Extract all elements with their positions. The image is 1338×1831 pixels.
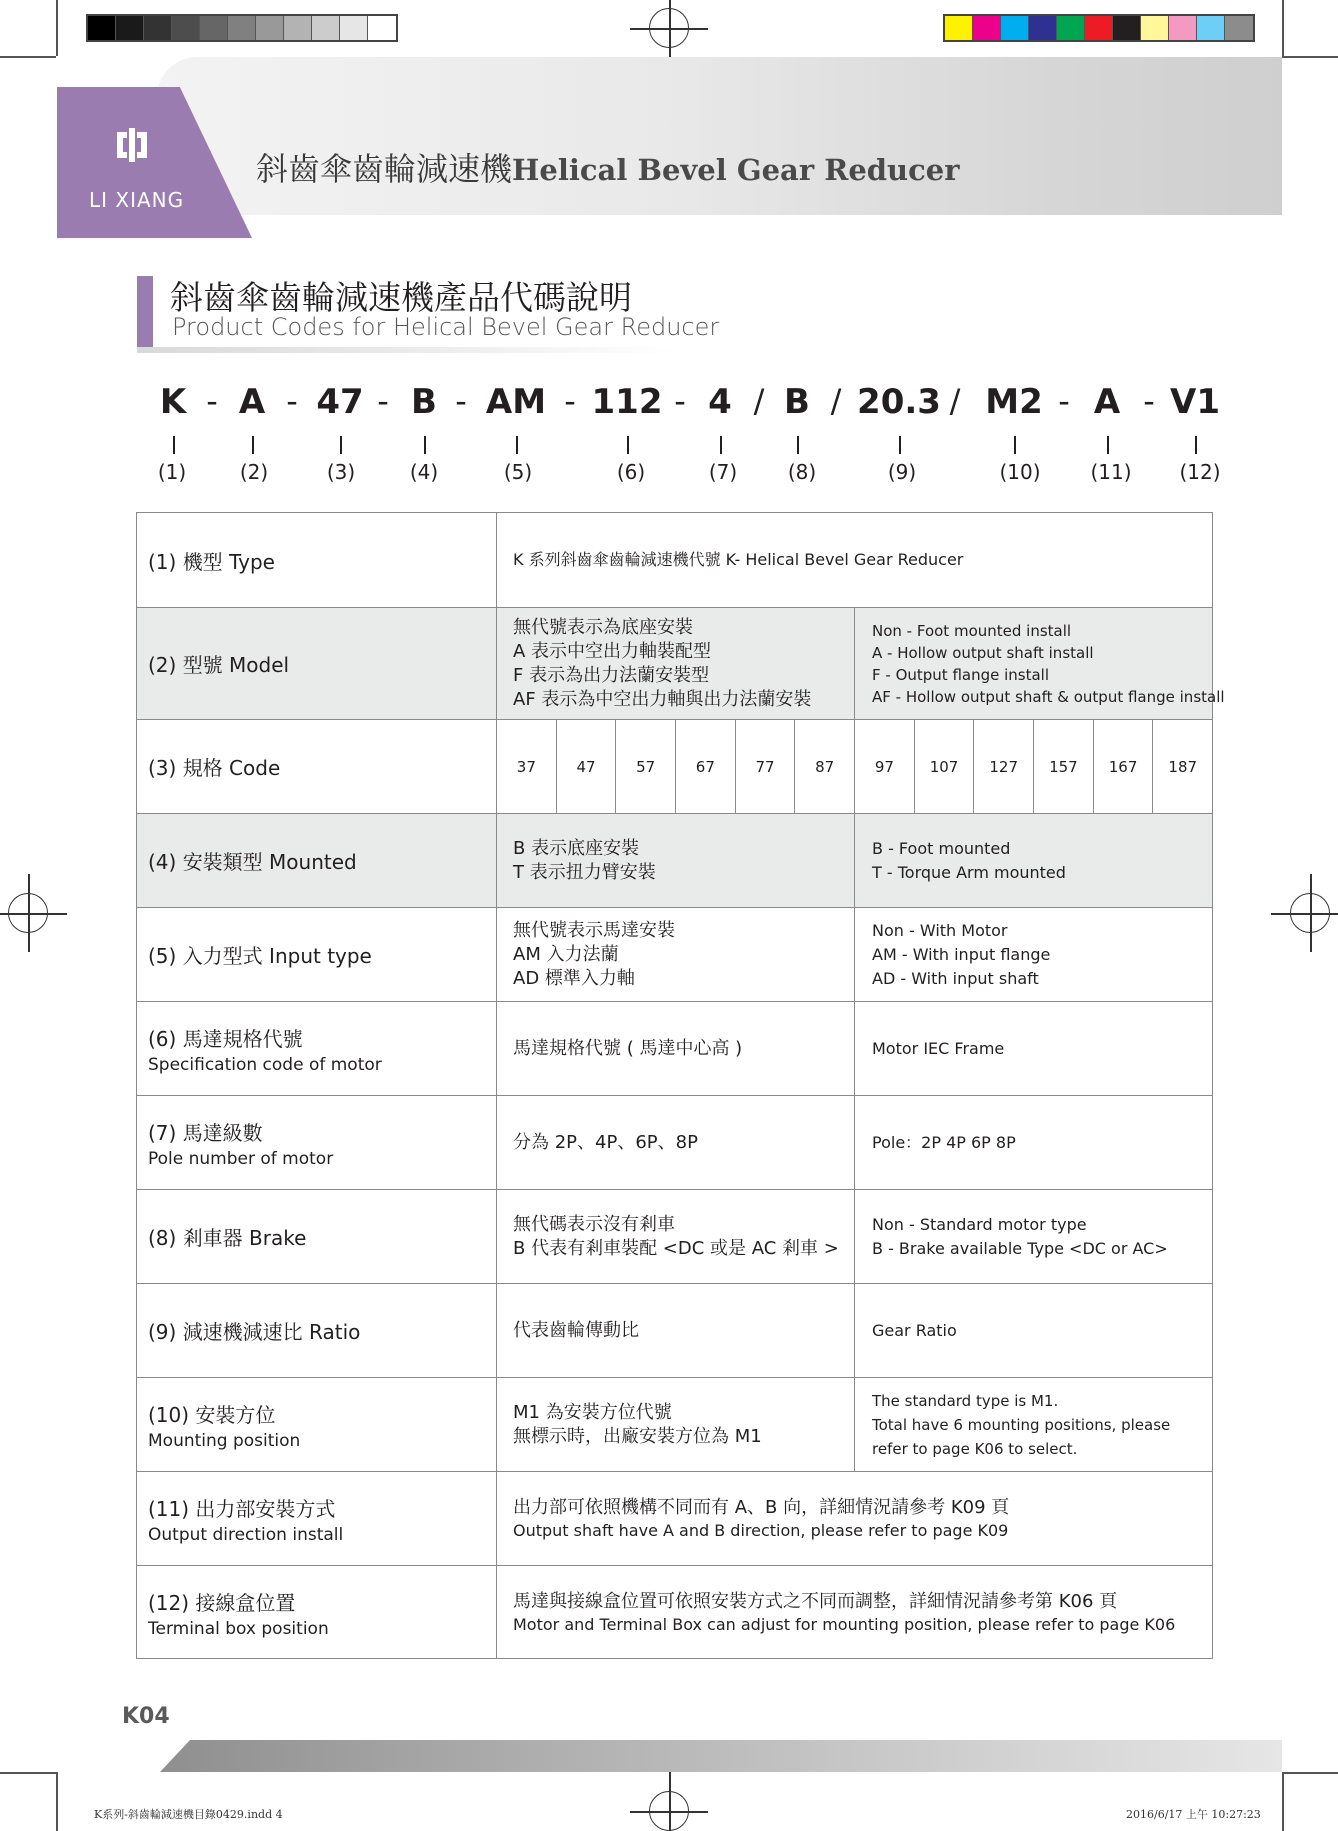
row-label: (9) 減速機減速比 Ratio xyxy=(137,1284,497,1377)
color-swatch xyxy=(1197,16,1225,40)
color-swatch xyxy=(256,16,284,40)
code-index: (3) xyxy=(326,460,356,484)
row-label: (4) 安裝類型 Mounted xyxy=(137,814,497,907)
color-swatch xyxy=(116,16,144,40)
crop-mark xyxy=(56,1772,58,1831)
code-segment: V1 xyxy=(1170,382,1220,422)
row-description-zh: 分為 2P、4P、6P、8P xyxy=(497,1096,855,1189)
row-description-en: Gear Ratio xyxy=(872,1320,957,1340)
code-separator: / xyxy=(753,382,765,420)
row-description-en: The standard type is M1. Total have 6 mounting positions, please refer to page K06 to select. xyxy=(872,1391,1171,1458)
code-segment: 112 xyxy=(591,382,663,422)
color-swatch xyxy=(973,16,1001,40)
size-code-cell: 97 xyxy=(855,720,915,813)
code-tick xyxy=(1195,436,1197,454)
code-separator: - xyxy=(455,382,467,420)
color-swatch xyxy=(1057,16,1085,40)
code-index: (10) xyxy=(999,460,1041,484)
code-tick xyxy=(627,436,629,454)
size-code-cell: 47 xyxy=(557,720,617,813)
code-index: (6) xyxy=(616,460,646,484)
color-swatch xyxy=(1225,16,1253,40)
code-segment: 20.3 xyxy=(857,382,941,422)
table-row-mounting-position xyxy=(137,1377,1212,1471)
header-title-en: Helical Bevel Gear Reducer xyxy=(512,153,960,187)
size-code-cell: 187 xyxy=(1168,757,1198,776)
registration-mark-icon xyxy=(1290,893,1330,933)
row-description: 出力部可依照機構不同而有 A、B 向，詳細情況請參考 K09 頁 Output shaft have A and B direction, please refer to page K09 xyxy=(513,1496,1010,1540)
grayscale-color-bar xyxy=(86,14,398,42)
code-separator: - xyxy=(1143,382,1155,420)
row-label: (2) 型號 Model xyxy=(137,608,497,719)
color-swatch xyxy=(88,16,116,40)
row-label: (6) 馬達規格代號 Specification code of motor xyxy=(137,1002,497,1095)
section-underline xyxy=(137,347,677,353)
code-index: (9) xyxy=(887,460,917,484)
row-description-zh: B 表示底座安裝 T 表示扭力臂安裝 xyxy=(497,814,855,907)
table-row-type xyxy=(137,513,1212,607)
table-row-terminal-box xyxy=(137,1565,1212,1659)
code-tick xyxy=(252,436,254,454)
row-description-en: B - Foot mounted T - Torque Arm mounted xyxy=(855,814,1212,907)
code-index: (12) xyxy=(1179,460,1221,484)
section-title-en: Product Codes for Helical Bevel Gear Reducer xyxy=(172,313,720,341)
row-label: (1) 機型 Type xyxy=(137,513,497,607)
size-code-cell: 37 xyxy=(497,720,557,813)
size-code-cells xyxy=(497,720,1212,813)
size-code-cell: 167 xyxy=(1094,720,1154,813)
color-swatch xyxy=(1113,16,1141,40)
table-row-model xyxy=(137,607,1225,719)
code-index: (7) xyxy=(708,460,738,484)
color-swatch xyxy=(945,16,973,40)
color-swatch xyxy=(1029,16,1057,40)
row-description-zh: M1 為安裝方位代號 無標示時，出廠安裝方位為 M1 xyxy=(497,1378,855,1471)
code-index: (2) xyxy=(239,460,269,484)
row-label: (10) 安裝方位 Mounting position xyxy=(137,1378,497,1471)
row-label: (7) 馬達級數 Pole number of motor xyxy=(137,1096,497,1189)
color-swatch xyxy=(340,16,368,40)
code-tick xyxy=(340,436,342,454)
registration-mark-icon xyxy=(649,1791,689,1831)
process-color-bar xyxy=(943,14,1255,42)
code-separator: - xyxy=(564,382,576,420)
row-description-zh: 無代碼表示沒有剎車 B 代表有剎車裝配 <DC 或是 AC 剎車 > xyxy=(497,1190,855,1283)
table-row-output-direction xyxy=(137,1471,1212,1565)
color-swatch xyxy=(1085,16,1113,40)
code-segment: B xyxy=(784,382,810,422)
code-segment: AM xyxy=(485,382,547,422)
code-separator: - xyxy=(1058,382,1070,420)
table-row-pole-number xyxy=(137,1095,1212,1189)
code-separator: / xyxy=(949,382,961,420)
crop-mark xyxy=(1282,1772,1284,1831)
size-code-cell: 67 xyxy=(676,720,736,813)
table-row-brake xyxy=(137,1189,1212,1283)
row-label: (8) 剎車器 Brake xyxy=(137,1190,497,1283)
code-tick xyxy=(720,436,722,454)
table-row-code xyxy=(137,719,1212,813)
color-swatch xyxy=(1001,16,1029,40)
table-row-motor-spec xyxy=(137,1001,1212,1095)
crop-mark xyxy=(1282,56,1338,58)
code-index: (4) xyxy=(409,460,439,484)
size-code-cell: 77 xyxy=(736,720,796,813)
color-swatch xyxy=(172,16,200,40)
code-separator: - xyxy=(206,382,218,420)
row-description-zh: 無代號表示為底座安裝 A 表示中空出力軸裝配型 F 表示為出力法蘭安裝型 AF 表示為中空出力軸與出力法蘭安裝 xyxy=(497,608,855,719)
section-title-zh: 斜齒傘齒輪減速機產品代碼說明 xyxy=(170,278,632,317)
row-description: K 系列斜齒傘齒輪減速機代號 K- Helical Bevel Gear Reducer xyxy=(513,550,964,569)
row-label: (5) 入力型式 Input type xyxy=(137,908,497,1001)
code-segment: M2 xyxy=(985,382,1043,422)
crop-mark xyxy=(1282,1772,1338,1774)
code-segment: K xyxy=(159,382,187,422)
footer-band xyxy=(160,1740,1282,1772)
code-tick xyxy=(797,436,799,454)
crop-mark xyxy=(0,56,56,58)
color-swatch xyxy=(228,16,256,40)
section-accent-bar xyxy=(137,276,153,352)
row-label: (11) 出力部安裝方式 Output direction install xyxy=(137,1472,497,1565)
product-code-table xyxy=(136,512,1225,1659)
row-description-en: Non - With Motor AM - With input flange AD - With input shaft xyxy=(872,920,1051,988)
registration-mark-icon xyxy=(649,8,689,48)
page-number: K04 xyxy=(122,1704,170,1729)
crop-mark xyxy=(0,1772,56,1774)
code-tick xyxy=(1107,436,1109,454)
header-title-zh: 斜齒傘齒輪減速機 xyxy=(256,150,513,188)
color-swatch xyxy=(144,16,172,40)
code-tick xyxy=(173,436,175,454)
code-index: (8) xyxy=(787,460,817,484)
color-swatch xyxy=(284,16,312,40)
print-slug-timestamp: 2016/6/17 上午 10:27:23 xyxy=(1126,1808,1261,1821)
code-separator: - xyxy=(286,382,298,420)
code-segment: B xyxy=(411,382,437,422)
row-label: (12) 接線盒位置 Terminal box position xyxy=(137,1566,497,1659)
code-tick xyxy=(1014,436,1016,454)
code-tick xyxy=(424,436,426,454)
code-index: (5) xyxy=(503,460,533,484)
code-separator: - xyxy=(674,382,686,420)
code-segment: 47 xyxy=(316,382,364,422)
code-segment: A xyxy=(1093,382,1121,422)
color-swatch xyxy=(1141,16,1169,40)
row-description-en: Motor IEC Frame xyxy=(872,1038,1005,1058)
code-separator: / xyxy=(830,382,842,420)
row-label: (3) 規格 Code xyxy=(137,720,497,813)
code-index: (11) xyxy=(1090,460,1132,484)
size-code-cell: 157 xyxy=(1034,720,1094,813)
header-band xyxy=(157,57,1282,215)
print-slug-filename: K系列-斜齒輪減速機目錄0429.indd 4 xyxy=(94,1808,283,1821)
code-separator: - xyxy=(377,382,389,420)
row-description-zh: 代表齒輪傳動比 xyxy=(497,1284,855,1377)
row-description-en: Pole：2P 4P 6P 8P xyxy=(872,1132,1016,1152)
row-description-en: Non - Foot mounted install A - Hollow output shaft install F - Output flange install AF - Hollow output shaft & output flange install xyxy=(855,608,1212,719)
crop-mark xyxy=(1282,0,1284,56)
size-code-cell: 127 xyxy=(974,720,1034,813)
color-swatch xyxy=(312,16,340,40)
size-code-cell: 87 xyxy=(795,720,855,813)
table-row-input-type xyxy=(137,907,1212,1001)
size-code-cell: 57 xyxy=(616,720,676,813)
code-tick xyxy=(516,436,518,454)
table-row-mounted xyxy=(137,813,1212,907)
brand-logo-text: LI XIANG xyxy=(89,188,185,212)
lixiang-logo-icon xyxy=(111,124,153,166)
table-row-ratio xyxy=(137,1283,1212,1377)
size-code-cell: 107 xyxy=(915,720,975,813)
crop-mark xyxy=(56,0,58,56)
code-index: (1) xyxy=(157,460,187,484)
page-header-title xyxy=(256,144,960,190)
row-description: 馬達與接線盒位置可依照安裝方式之不同而調整，詳細情況請參考第 K06 頁 Motor and Terminal Box can adjust for mounting position, please refer to page K06 xyxy=(513,1590,1176,1634)
code-segment: A xyxy=(238,382,266,422)
row-description-zh: 無代號表示馬達安裝 AM 入力法蘭 AD 標準入力軸 xyxy=(497,908,855,1001)
row-description-en: Non - Standard motor type B - Brake available Type <DC or AC> xyxy=(872,1214,1168,1258)
code-segment: 4 xyxy=(708,382,732,422)
registration-mark-icon xyxy=(8,893,48,933)
code-tick xyxy=(899,436,901,454)
color-swatch xyxy=(1169,16,1197,40)
color-swatch xyxy=(368,16,396,40)
color-swatch xyxy=(200,16,228,40)
row-description-zh: 馬達規格代號 ( 馬達中心高 ) xyxy=(497,1002,855,1095)
